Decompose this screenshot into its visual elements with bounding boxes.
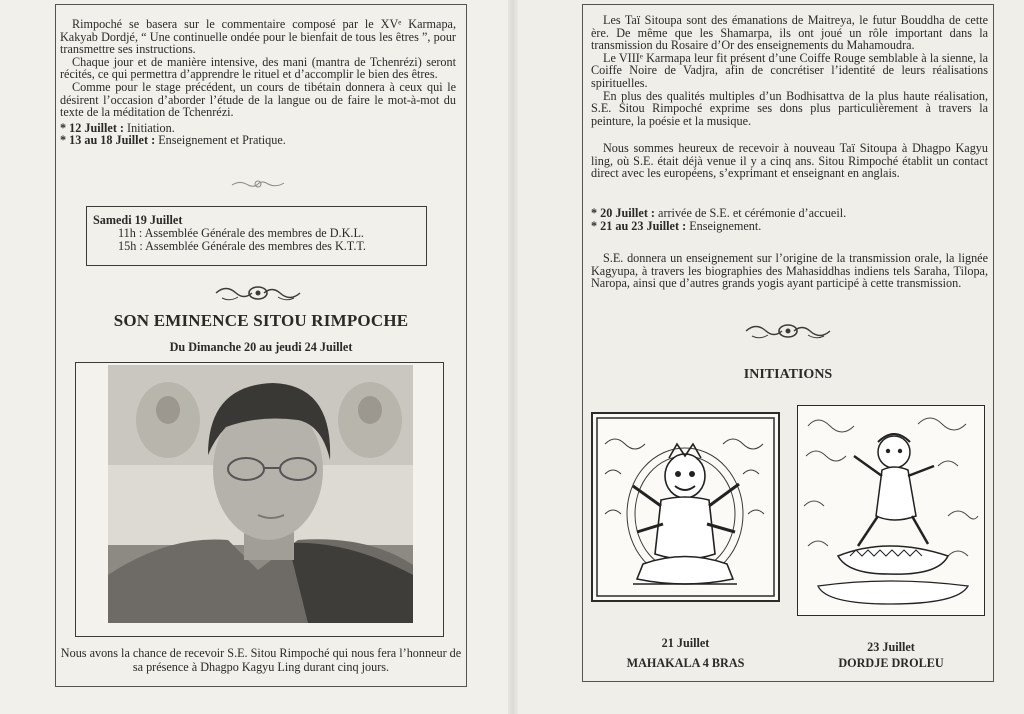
right-schedule [591,207,988,232]
page-fold [508,0,518,714]
box-line: 15h : Assemblée Générale des membres des K.T.T. [118,239,366,253]
event-dates: Du Dimanche 20 au jeudi 24 Juillet [169,340,353,354]
schedule-text: Enseignement et Pratique. [155,133,286,148]
box-heading: Samedi 19 Juillet [93,213,183,227]
schedule-date: * 21 au 23 Juillet : [591,218,687,233]
dordje-droleu-illustration [797,405,985,616]
schedule-text: Enseignement. [686,218,762,233]
right-paragraph-1: Les Taï Sitoupa sont des émanations de Maitreya, le futur Bouddha de cette ère. De même que les Shamarpa, ils ont joué un rôle important dans la transmission du Rosaire d’Or des enseignements du Mahamoudra. [591,13,988,53]
portrait-photo [108,365,413,623]
teaching-text [591,252,988,290]
schedule-line [60,134,456,147]
initiation-date: 21 Juillet [661,636,710,650]
intro-paragraph-1: Rimpoché se basera sur le commentaire composé par le XVᵉ Karmapa, Kakyab Dordjé, “ Une continuelle ondée pour le bienfait de tous les êtres ”, pour transmettre ses instructions. [60,17,456,57]
right-paragraph-3: En plus des qualités multiples d’un Bodhisattva de la plus haute réalisation, S.E. Sitou Rimpoché exprime ses dons plus particulièrement à travers la peinture, la poésie et la musique. [591,88,988,128]
schedule-date: * 12 Juillet : [60,120,124,135]
visit-paragraph: Nous sommes heureux de recevoir à nouveau Taï Sitoupa à Dhagpo Kagyu ling, où S.E. était déjà venue il y a cinq ans. Sitou Rimpoché établit un contact direct avec les européens, s’exprimant et enseignant en anglais. [591,141,988,181]
schedule-line [591,220,988,233]
schedule-date: * 13 au 18 Juillet : [60,133,156,148]
page-title: SON EMINENCE SITOU RIMPOCHE [113,311,409,330]
small-ornament [228,176,288,192]
mahakala-illustration [591,412,780,602]
left-intro-text [60,18,456,147]
intro-paragraph-2: Chaque jour et de manière intensive, des mani (mantra de Tchenrézi) seront récités, ce qui permettra d’apprendre le rituel et d’accomplir le bien des êtres. [60,54,456,82]
ornament [212,282,304,304]
intro-paragraph-3: Comme pour le stage précédent, un cours de tibétain donnera à ceux qui le désirent l’occasion d’aborder l’étude de la langue ou de faire le mot-à-mot du texte de la méditation de Tchenrézi. [60,79,456,120]
teaching-paragraph: S.E. donnera un enseignement sur l’origine de la transmission orale, la lignée Kagyupa, à travers les biographies des Mahasiddhas indiens tels Saraha, Tilopa, Naropa, ainsi que d’autres grands yogis ayant participé à cette transmission. [591,251,988,291]
initiation-date: 23 Juillet [867,640,915,654]
right-paragraph-2: Le VIIIᵉ Karmapa leur fit présent d’une Coiffe Rouge semblable à la sienne, la Coiffe Noire de Vadjra, afin de concrétiser l’identité de leurs réalisations spirituelles. [591,50,988,90]
initiations-title: INITIATIONS [743,367,833,382]
box-line: 11h : Assemblée Générale des membres de D.K.L. [118,226,364,240]
photo-caption: Nous avons la chance de recevoir S.E. Sitou Rimpoché qui nous fera l’honneur de sa présence à Dhagpo Kagyu Ling durant cinq jours. [60,646,462,674]
initiation-name: MAHAKALA 4 BRAS [626,656,745,670]
right-intro-text [591,14,988,127]
initiation-name: DORDJE DROLEU [838,656,944,670]
schedule-date: * 20 Juillet : [591,206,655,220]
schedule-text: Initiation. [123,120,175,135]
visit-text [591,142,988,180]
general-assembly-box [86,206,427,266]
schedule-text: arrivée de S.E. et cérémonie d’accueil. [654,206,847,220]
ornament [742,320,834,342]
